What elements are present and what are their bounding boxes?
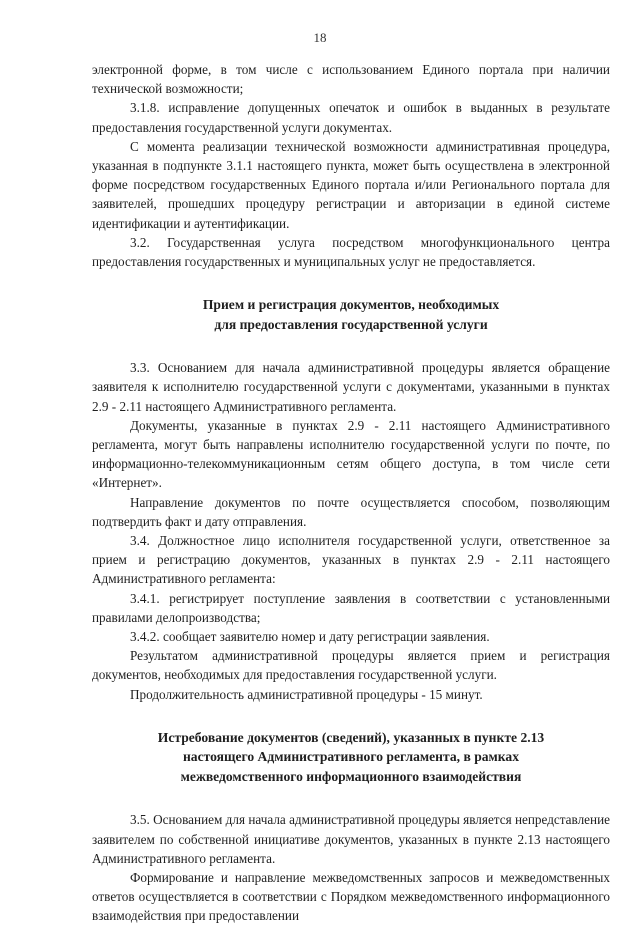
paragraph-continuation: электронной форме, в том числе с использованием Единого портала при наличии технической возможности; [92,62,610,97]
paragraph-result: Результатом административной процедуры является прием и регистрация документов, необходимых для предоставления государственной услуги. [92,648,610,683]
page-number: 18 [313,30,327,45]
section-heading-reception [92,295,610,334]
paragraph-3-1-8: 3.1.8. исправление допущенных опечаток и ошибок в выданных в результате предоставления государственной услуги документах. [92,100,610,135]
paragraph-3-4-2: 3.4.2. сообщает заявителю номер и дату регистрации заявления. [130,629,490,645]
document-body [92,60,610,926]
heading-line: межведомственного информационного взаимодействия [180,768,522,784]
paragraph-3-5: 3.5. Основанием для начала административной процедуры является непредставление заявителем по собственной инициативе документов, указанных в пункте 2.13 настоящего Административного регламента. [92,812,610,866]
paragraph-documents-by-mail: Документы, указанные в пунктах 2.9 - 2.11 настоящего Административного регламента, могут быть направлены исполнителю государственной услуги по почте, по информационно-телекоммуникационным сетям общего доступа, в том числе сети «Интернет». [92,417,610,491]
paragraph-3-4-1: 3.4.1. регистрирует поступление заявления в соответствии с установленными правилами делопроизводства; [92,590,610,625]
heading-line: Прием и регистрация документов, необходимых [202,297,500,313]
paragraph-3-3: 3.3. Основанием для начала административной процедуры является обращение заявителя к исполнителю государственной услуги с документами, указанными в пунктах 2.9 - 2.11 настоящего Административного регламента. [92,360,610,414]
paragraph-duration: Продолжительность административной процедуры - 15 минут. [130,686,483,702]
paragraph-electronic-form: С момента реализации технической возможности административная процедура, указанная в подпункте 3.1.1 настоящего пункта, может быть осуществлена в электронной форме посредством государственных Единого портала и/или Регионального портала для заявителей, прошедших процедуру регистрации и авторизации в единой системе идентификации и аутентификации. [92,138,610,231]
heading-line: настоящего Административного регламента, в рамках [182,749,520,765]
paragraph-3-2: 3.2. Государственная услуга посредством многофункционального центра предоставления государственных и муниципальных услуг не предоставляется. [92,234,610,270]
heading-line: для предоставления государственной услуги [214,316,488,332]
paragraph-mail-direction: Направление документов по почте осуществляется способом, позволяющим подтвердить факт и дату отправления. [92,494,610,529]
paragraph-3-4: 3.4. Должностное лицо исполнителя государственной услуги, ответственное за прием и регистрацию документов, указанных в пунктах 2.9 - 2.11 настоящего Административного регламента: [92,533,610,587]
paragraph-interagency: Формирование и направление межведомственных запросов и межведомственных ответов осуществляется в соответствии с Порядком межведомственного информационного взаимодействия при предоставлении [92,870,610,924]
section-heading-request [92,728,610,787]
heading-line: Истребование документов (сведений), указанных в пункте 2.13 [157,729,545,745]
